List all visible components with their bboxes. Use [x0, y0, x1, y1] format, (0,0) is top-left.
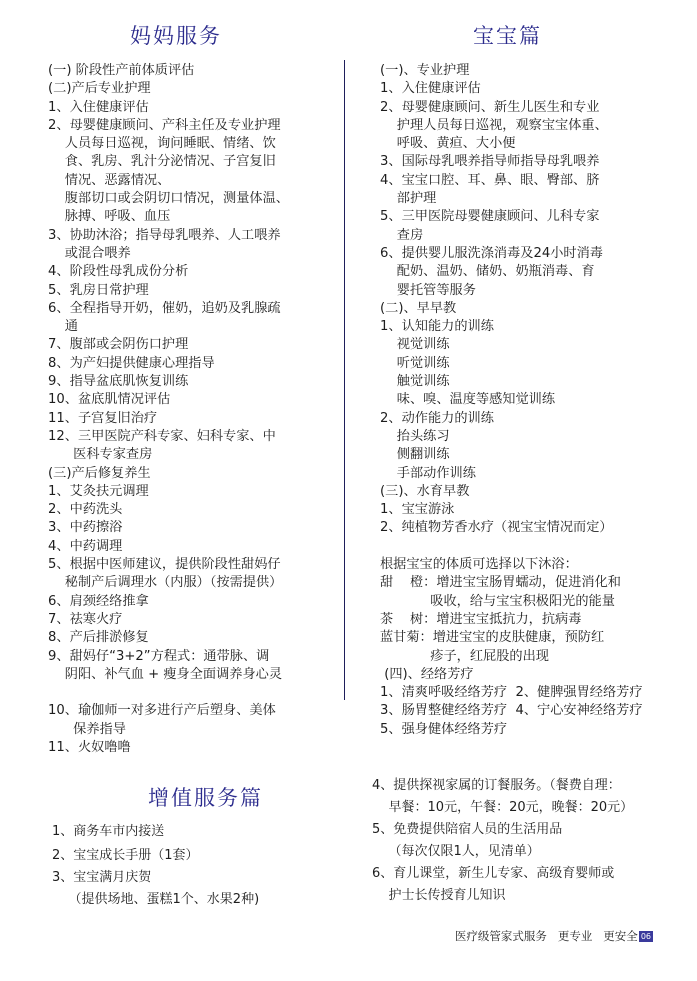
column-divider	[344, 60, 345, 700]
list-item: （提供场地、蛋糕1个、水果2种)	[52, 892, 260, 907]
list-line: 人员每日巡视，询问睡眠、情绪、饮	[48, 136, 276, 152]
list-line: (四)、经络芳疗	[380, 666, 474, 682]
list-line: 腹部切口或会阴切口情况，测量体温、	[48, 191, 289, 207]
list-line: 婴托管等服务	[380, 282, 476, 298]
list-item: 5、免费提供陪宿人员的生活用品	[372, 822, 563, 837]
list-line: 12、三甲医院产科专家、妇科专家、中	[48, 428, 276, 444]
list-line: (三)、水育早教	[380, 483, 470, 499]
list-line: 4、阶段性母乳成份分析	[48, 264, 189, 280]
list-line: 2、纯植物芳香水疗（视宝宝情况而定）	[380, 520, 613, 536]
list-line: 4、中药调理	[48, 538, 123, 554]
list-item: 1、商务车市内接送	[52, 824, 165, 839]
list-line: 4、宝宝口腔、耳、鼻、眼、臀部、脐	[380, 172, 600, 188]
list-line: 3、肠胃整健经络芳疗 4、宁心安神经络芳疗	[380, 703, 643, 719]
list-line: 吸收，给与宝宝积极阳光的能量	[380, 593, 615, 609]
list-line: 手部动作训练	[380, 465, 476, 481]
list-line: 2、母婴健康顾问、产科主任及专业护理	[48, 117, 281, 133]
list-line: 护理人员每日巡视，观察宝宝体重、	[380, 117, 608, 133]
list-line	[48, 684, 289, 702]
list-line: 2、动作能力的训练	[380, 410, 494, 426]
list-line: 9、指导盆底肌恢复训练	[48, 374, 189, 390]
value-added-title: 增值服务篇	[148, 786, 263, 810]
list-line: 8、为产妇提供健康心理指导	[48, 355, 215, 371]
value-added-left-list	[52, 820, 260, 907]
list-line: 6、提供婴儿服洗涤消毒及24小时消毒	[380, 245, 603, 261]
list-item: 护士长传授育儿知识	[372, 888, 506, 903]
list-line: 茶 树：增进宝宝抵抗力，抗病毒	[380, 611, 582, 627]
list-line: 7、腹部或会阴伤口护理	[48, 337, 189, 353]
list-line: 10、瑜伽师一对多进行产后塑身、美体	[48, 703, 276, 719]
list-line: 5、强身健体经络芳疗	[380, 721, 508, 737]
list-line: 1、艾灸扶元调理	[48, 483, 149, 499]
list-item: 2、宝宝成长手册（1套）	[52, 848, 199, 863]
list-line: 5、乳房日常护理	[48, 282, 149, 298]
list-line: 保养指导	[48, 721, 126, 737]
list-line: 1、认知能力的训练	[380, 319, 494, 335]
list-line: 查房	[380, 227, 424, 243]
list-item: 3、宝宝满月庆贺	[52, 870, 152, 885]
list-line: (一)、专业护理	[380, 63, 470, 78]
mom-services-list	[48, 62, 289, 757]
value-added-right-list	[372, 774, 634, 903]
list-item: 早餐：10元，午餐：20元，晚餐：20元）	[372, 800, 634, 815]
baby-services-list	[380, 62, 643, 739]
list-line: 疹子，红屁股的出现	[380, 648, 549, 664]
list-line: 通	[48, 319, 78, 335]
list-line: 3、协助沐浴；指导母乳喂养、人工喂养	[48, 227, 281, 243]
list-item: 6、育儿课堂，新生儿专家、高级育婴师或	[372, 866, 615, 881]
list-line: (二)产后专业护理	[48, 81, 151, 97]
list-line	[380, 538, 643, 556]
list-line: 秘制产后调理水（内服）（按需提供）	[48, 575, 283, 591]
list-line: 听觉训练	[380, 355, 450, 371]
list-line: 甜 橙：增进宝宝肠胃蠕动，促进消化和	[380, 575, 621, 591]
list-line: 7、祛寒火疗	[48, 611, 123, 627]
list-line: 医科专家查房	[48, 447, 153, 463]
list-line: 侧翻训练	[380, 447, 450, 463]
list-line: 呼吸、黄疸、大小便	[380, 136, 516, 152]
list-line: 视觉训练	[380, 337, 450, 353]
list-line: 1、宝宝游泳	[380, 502, 455, 518]
list-item: （每次仅限1人，见清单）	[372, 844, 540, 859]
list-line: 2、中药洗头	[48, 502, 123, 518]
list-line: 1、清爽呼吸经络芳疗 2、健脾强胃经络芳疗	[380, 685, 643, 701]
list-line: 根据宝宝的体质可选择以下沐浴：	[380, 557, 578, 573]
list-line: 11、火奴噜噜	[48, 739, 131, 755]
list-line: 部护理	[380, 191, 437, 207]
list-line: (一) 阶段性产前体质评估	[48, 63, 195, 78]
list-line: 3、国际母乳喂养指导师指导母乳喂养	[380, 154, 600, 170]
list-line: 3、中药擦浴	[48, 520, 123, 536]
list-line: 味、嗅、温度等感知觉训练	[380, 392, 556, 408]
list-line: 8、产后排淤修复	[48, 630, 149, 646]
list-line: 食、乳房、乳汁分泌情况、子宫复旧	[48, 154, 276, 170]
footer-slogan: 医疗级管家式服务 更专业 更安全	[454, 929, 638, 943]
footer	[448, 914, 653, 944]
list-line: 蓝甘菊：增进宝宝的皮肤健康，预防红	[380, 630, 605, 646]
list-line: 9、甜妈仔“3+2”方程式：通带脉、调	[48, 648, 270, 664]
mom-services-title: 妈妈服务	[130, 24, 222, 48]
list-line: 6、全程指导开奶，催奶，追奶及乳腺疏	[48, 300, 281, 316]
list-line: 情况、恶露情况、	[48, 172, 171, 188]
list-line: 脉搏、呼吸、血压	[48, 209, 171, 225]
list-item: 4、提供探视家属的订餐服务。（餐费自理：	[372, 778, 621, 793]
list-line: (二)、早早教	[380, 300, 457, 316]
list-line: 或混合喂养	[48, 245, 131, 261]
list-line: 1、入住健康评估	[380, 81, 481, 97]
list-line: 阴阳、补气血 + 瘦身全面调养身心灵	[48, 666, 283, 682]
list-line: 配奶、温奶、储奶、奶瓶消毒、育	[380, 264, 595, 280]
list-line: 6、肩颈经络推拿	[48, 593, 149, 609]
page-number: 06	[640, 932, 651, 941]
list-line: 抬头练习	[380, 428, 450, 444]
list-line: 10、盆底肌情况评估	[48, 392, 171, 408]
list-line: 2、母婴健康顾问、新生儿医生和专业	[380, 99, 600, 115]
list-line: (三)产后修复养生	[48, 465, 151, 481]
list-line: 11、子宫复旧治疗	[48, 410, 158, 426]
baby-section-title: 宝宝篇	[473, 24, 542, 48]
list-line: 5、根据中医师建议，提供阶段性甜妈仔	[48, 557, 281, 573]
list-line: 5、三甲医院母婴健康顾问、儿科专家	[380, 209, 600, 225]
list-line: 1、入住健康评估	[48, 99, 149, 115]
list-line: 触觉训练	[380, 374, 450, 390]
